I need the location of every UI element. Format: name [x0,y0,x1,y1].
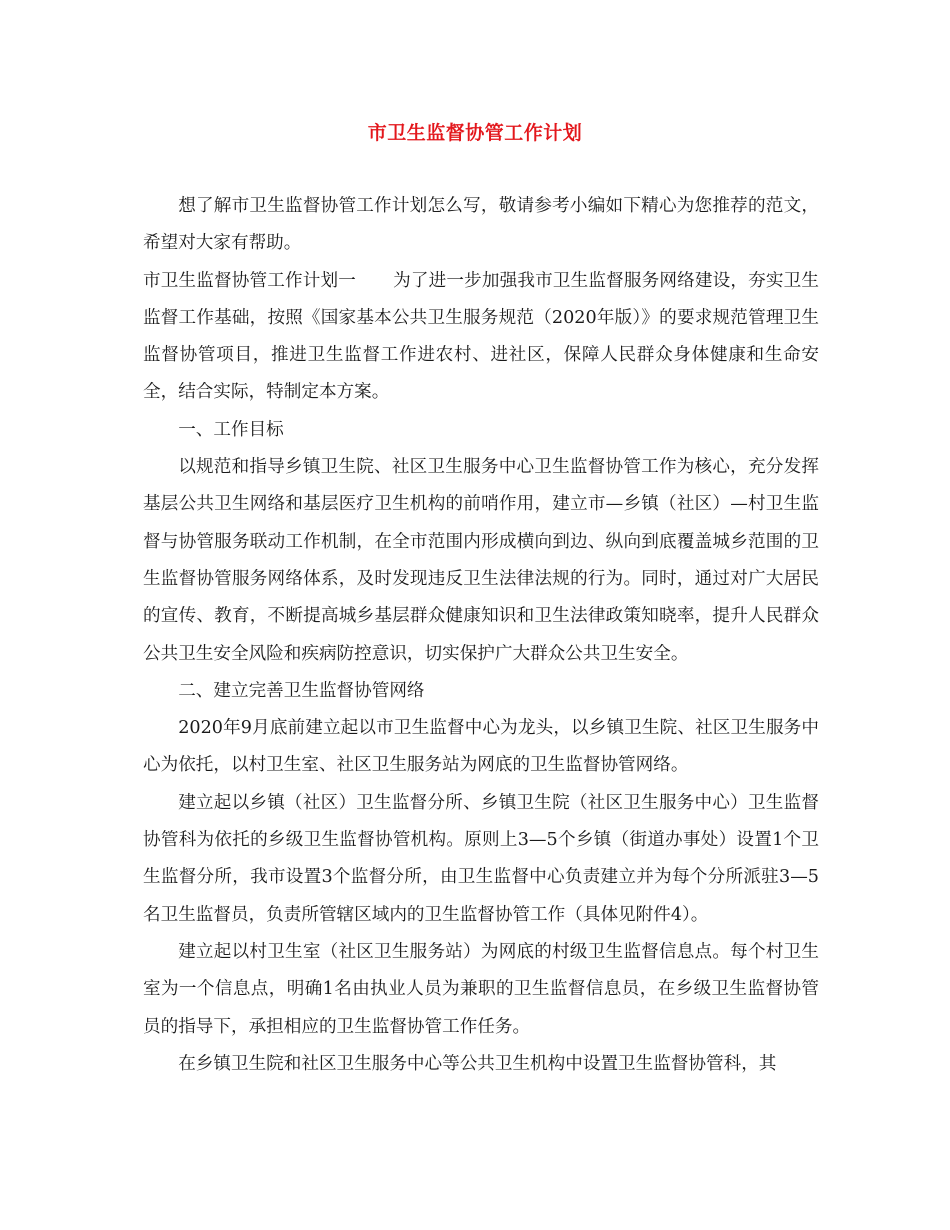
heading-work-goals: 一、工作目标 [178,419,284,440]
intro-paragraph: 想了解市卫生监督协管工作计划怎么写，敬请参考小编如下精心为您推荐的范文，希望对大家有帮助。 [143,196,819,254]
section-first-text: 为了进一步加强我市卫生监督服务网络建设，夯实卫生监督工作基础，按照《国家基本公共卫生服务规范（2020年版）》的要求规范管理卫生监督协管项目，推进卫生监督工作进农村、进社区，保障人民群众身体健康和生命安全，结合实际，特制定本方案。 [143,270,819,403]
network-paragraph-1: 2020年9月底前建立起以市卫生监督中心为龙头，以乡镇卫生院、社区卫生服务中心为依托，以村卫生室、社区卫生服务站为网底的卫生监督协管网络。 [143,718,819,776]
section-one-paragraph [143,263,819,412]
network-paragraph-4: 在乡镇卫生院和社区卫生服务中心等公共卫生机构中设置卫生监督协管科，其 [178,1053,777,1074]
document-title: 市卫生监督协管工作计划 [367,122,583,144]
document-body [143,188,819,1083]
network-paragraph-2: 建立起以乡镇（社区）卫生监督分所、乡镇卫生院（社区卫生服务中心）卫生监督协管科为依托的乡级卫生监督协管机构。原则上3—5个乡镇（街道办事处）设置1个卫生监督分所，我市设置3个监督分所，由卫生监督中心负责建立并为每个分所派驻3—5名卫生监督员，负责所管辖区域内的卫生监督协管工作（具体见附件4）。 [143,792,819,925]
goal-paragraph: 以规范和指导乡镇卫生院、社区卫生服务中心卫生监督协管工作为核心，充分发挥基层公共卫生网络和基层医疗卫生机构的前哨作用，建立市—乡镇（社区）—村卫生监督与协管服务联动工作机制，在全市范围内形成横向到边、纵向到底覆盖城乡范围的卫生监督协管服务网络体系，及时发现违反卫生法律法规的行为。同时，通过对广大居民的宣传、教育，不断提高城乡基层群众健康知识和卫生法律政策知晓率，提升人民群众公共卫生安全风险和疾病防控意识，切实保护广大群众公共卫生安全。 [143,457,819,664]
section-label: 市卫生监督协管工作计划一 [143,270,357,291]
heading-network: 二、建立完善卫生监督协管网络 [178,680,425,701]
network-paragraph-3: 建立起以村卫生室（社区卫生服务站）为网底的村级卫生监督信息点。每个村卫生室为一个信息点，明确1名由执业人员为兼职的卫生监督信息员，在乡级卫生监督协管员的指导下，承担相应的卫生监督协管工作任务。 [143,941,819,1037]
